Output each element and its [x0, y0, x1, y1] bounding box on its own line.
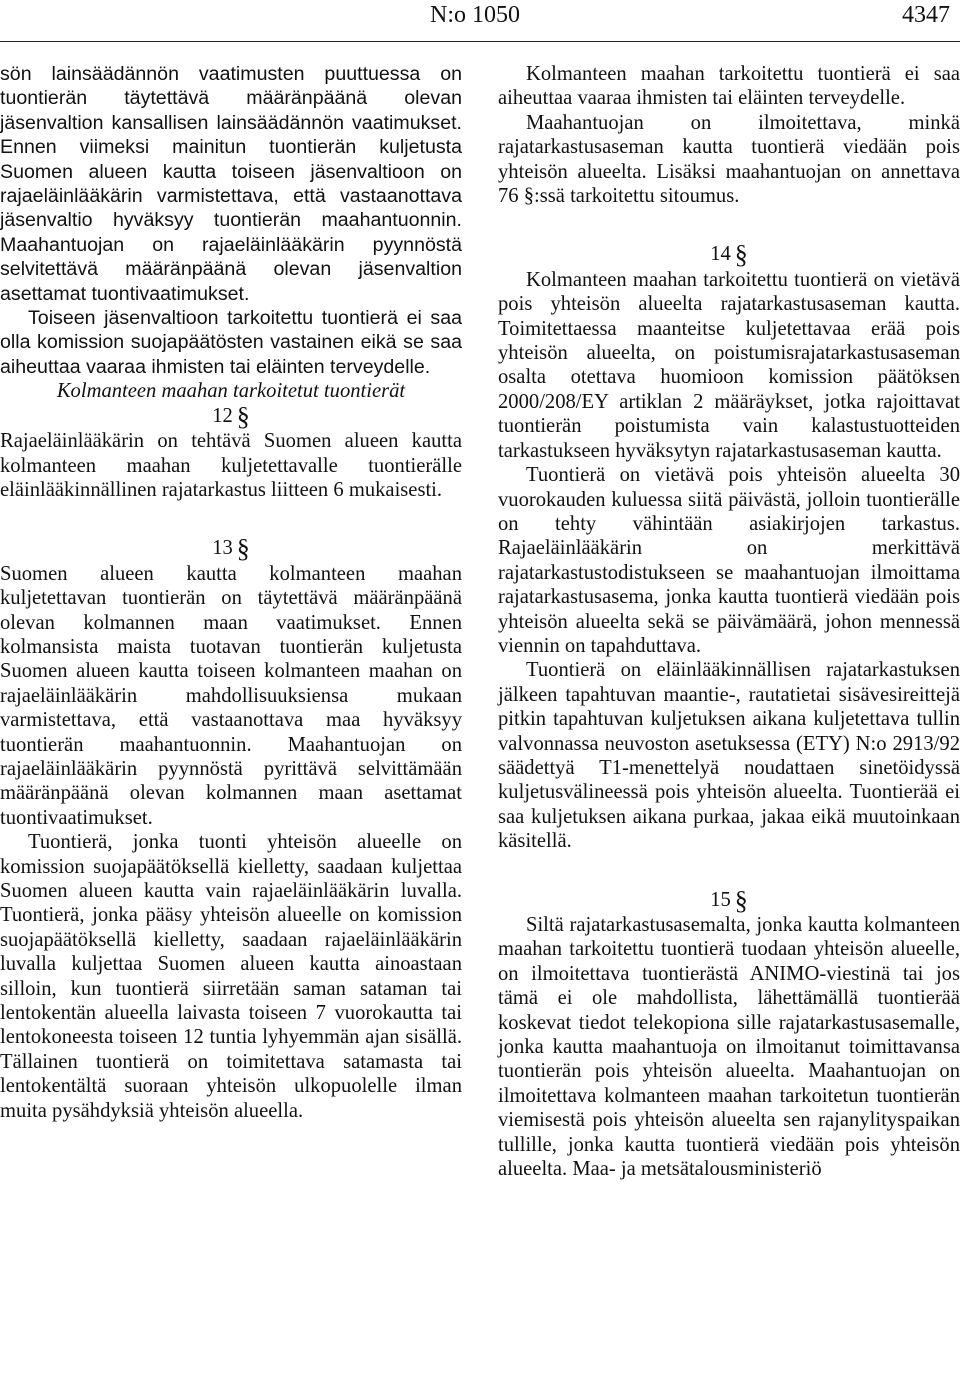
header-rule: [0, 41, 960, 42]
paragraph: Tuontierä on vietävä pois yhteisön alueelta 30 vuorokauden kuluessa siitä päivästä, jolloin tuontierälle on tehty vähintään asiakirjojen tarkastus. Rajaeläinlääkärin on merkittävä rajatarkastustodistukseen se maahantuojan ilmoittama rajatarkastusasema, jonka kautta tuontierä viedään pois yhteisön alueelta sekä se päivämäärä, johon mennessä viennin on tapahduttava.: [498, 464, 960, 657]
section-heading: Kolmanteen maahan tarkoitetut tuontierät: [56, 380, 406, 403]
section-number-15: 15 §: [710, 885, 748, 915]
right-column: [498, 62, 960, 1181]
paragraph: Rajaeläinlääkärin on tehtävä Suomen alueen kautta kolmanteen maahan kuljetettavalle tuontierälle eläinlääkinnällinen rajatarkastus liitteen 6 mukaisesti.: [0, 430, 462, 501]
paragraph: Maahantuojan on ilmoitettava, minkä rajatarkastusaseman kautta tuontierä viedään pois yhteisön alueelta. Lisäksi maahantuojan on annettava 76 §:ssä tarkoitettu sitoumus.: [498, 111, 960, 208]
left-column: [0, 62, 462, 1123]
paragraph: sön lainsäädännön vaatimusten puuttuessa on tuontierän täytettävä määränpäänä olevan jäsenvaltion kansallisen lainsäädännön vaatimukset. Ennen viimeksi mainitun tuontierän kuljetusta Suomen alueen kautta toiseen jäsenvaltioon on rajaeläinlääkärin varmistettava, että vastaanottava jäsenvaltio hyväksyy tuontierän maahantuonnin. Maahantuojan on rajaeläinlääkärin pyynnöstä selvitettävä määränpäänä olevan jäsenvaltion asettamat tuontivaatimukset.: [0, 63, 462, 305]
section-number-12: 12 §: [212, 401, 250, 431]
section-number-14: 14 §: [710, 240, 748, 270]
section-sign-icon: §: [236, 534, 250, 564]
paragraph: Tuontierä, jonka tuonti yhteisön alueelle on komission suojapäätöksellä kielletty, saadaan kuljettaa Suomen alueen kautta vain rajaeläinlääkärin luvalla. Tuontierä, jonka pääsy yhteisön alueelle on komission suojapäätöksellä kielletty, saadaan rajaeläinlääkärin luvalla kuljettaa Suomen alueen kautta ainoastaan silloin, kun tuontierä siirretään saman sataman tai lentokentän alueella laivasta toiseen 7 vuorokautta tai lentokoneesta toiseen 12 tuntia lyhyemmän ajan sisällä. Tällainen tuontierä on toimitettava satamasta tai lentokentältä suoraan yhteisön ulkopuolelle ilman muita pysähdyksiä yhteisön alueella.: [0, 831, 462, 1122]
section-sign-icon: §: [734, 885, 748, 915]
issue-number: N:o 1050: [430, 2, 520, 28]
page-header: [0, 0, 960, 42]
page-number: 4347: [902, 2, 950, 28]
section-sign-icon: §: [236, 401, 250, 431]
paragraph: Suomen alueen kautta kolmanteen maahan kuljetettavan tuontierän on täytettävä määränpäänä olevan kolmannen maan vaatimukset. Ennen kolmansista maista tuotavan tuontierän kuljetusta Suomen alueen kautta toiseen kolmanteen maahan on rajaeläinlääkärin mahdollisuuksiensa mukaan varmistettava, että vastaanottava maa hyväksyy tuontierän maahantuonnin. Maahantuojan on rajaeläinlääkärin pyynnöstä pyrittävä selvittämään määränpäänä olevan kolmannen maan asettamat tuontivaatimukset.: [0, 562, 462, 829]
section-number-13: 13 §: [212, 534, 250, 564]
paragraph: Toiseen jäsenvaltioon tarkoitettu tuontierä ei saa olla komission suojapäätösten vastainen eikä se saa aiheuttaa vaaraa ihmisten tai eläinten terveydelle.: [0, 307, 462, 378]
section-sign-icon: §: [734, 240, 748, 270]
paragraph: Tuontierä on eläinlääkinnällisen rajatarkastuksen jälkeen tapahtuvan maantie-, rautatietai sisävesireittejä pitkin tapahtuvan kuljetuksen aikana kuljetettava tullin valvonnassa neuvoston asetuksessa (ETY) N:o 2913/92 säädettyä T1-menettelyä noudattaen sinetöidyssä kuljetusvälineessä pois yhteisön alueelta. Tuontierää ei saa kuljetuksen aikana purkaa, jakaa eikä muutoinkaan käsitellä.: [498, 659, 960, 853]
paragraph: Kolmanteen maahan tarkoitettu tuontierä on vietävä pois yhteisön alueelta rajatarkastusaseman kautta. Toimitettaessa maanteitse kuljetettavaa erää pois yhteisön alueelta, on poistumisrajatarkastusaseman osalta otettava huomioon komission päätöksen 2000/208/EY artiklan 2 määräykset, jotka rajoittavat tuontierän poistumista vain kalastustuotteiden tarkastukseen hyväksytyn rajatarkastusaseman kautta.: [498, 268, 960, 462]
paragraph: Siltä rajatarkastusasemalta, jonka kautta kolmanteen maahan tarkoitettu tuontierä tuodaan yhteisön alueelle, on ilmoitettava tuontierästä ANIMO-viestinä tai jos tämä ei ole mahdollista, lähettämällä tuontierää koskevat tiedot telekopiona sille rajatarkastusasemalle, jonka kautta maahantuoja on ilmoitanut toimittavansa tuontierän pois yhteisön alueelta. Maahantuojan on ilmoitettava kolmanteen maahan tarkoitetun tuontierän viemisestä pois yhteisön alueelta sen rajanylityspaikan tullille, jonka kautta tuontierä viedään pois yhteisön alueelta. Maa- ja metsätalousministeriö: [498, 914, 960, 1181]
paragraph: Kolmanteen maahan tarkoitettu tuontierä ei saa aiheuttaa vaaraa ihmisten tai eläinten terveydelle.: [498, 63, 960, 110]
